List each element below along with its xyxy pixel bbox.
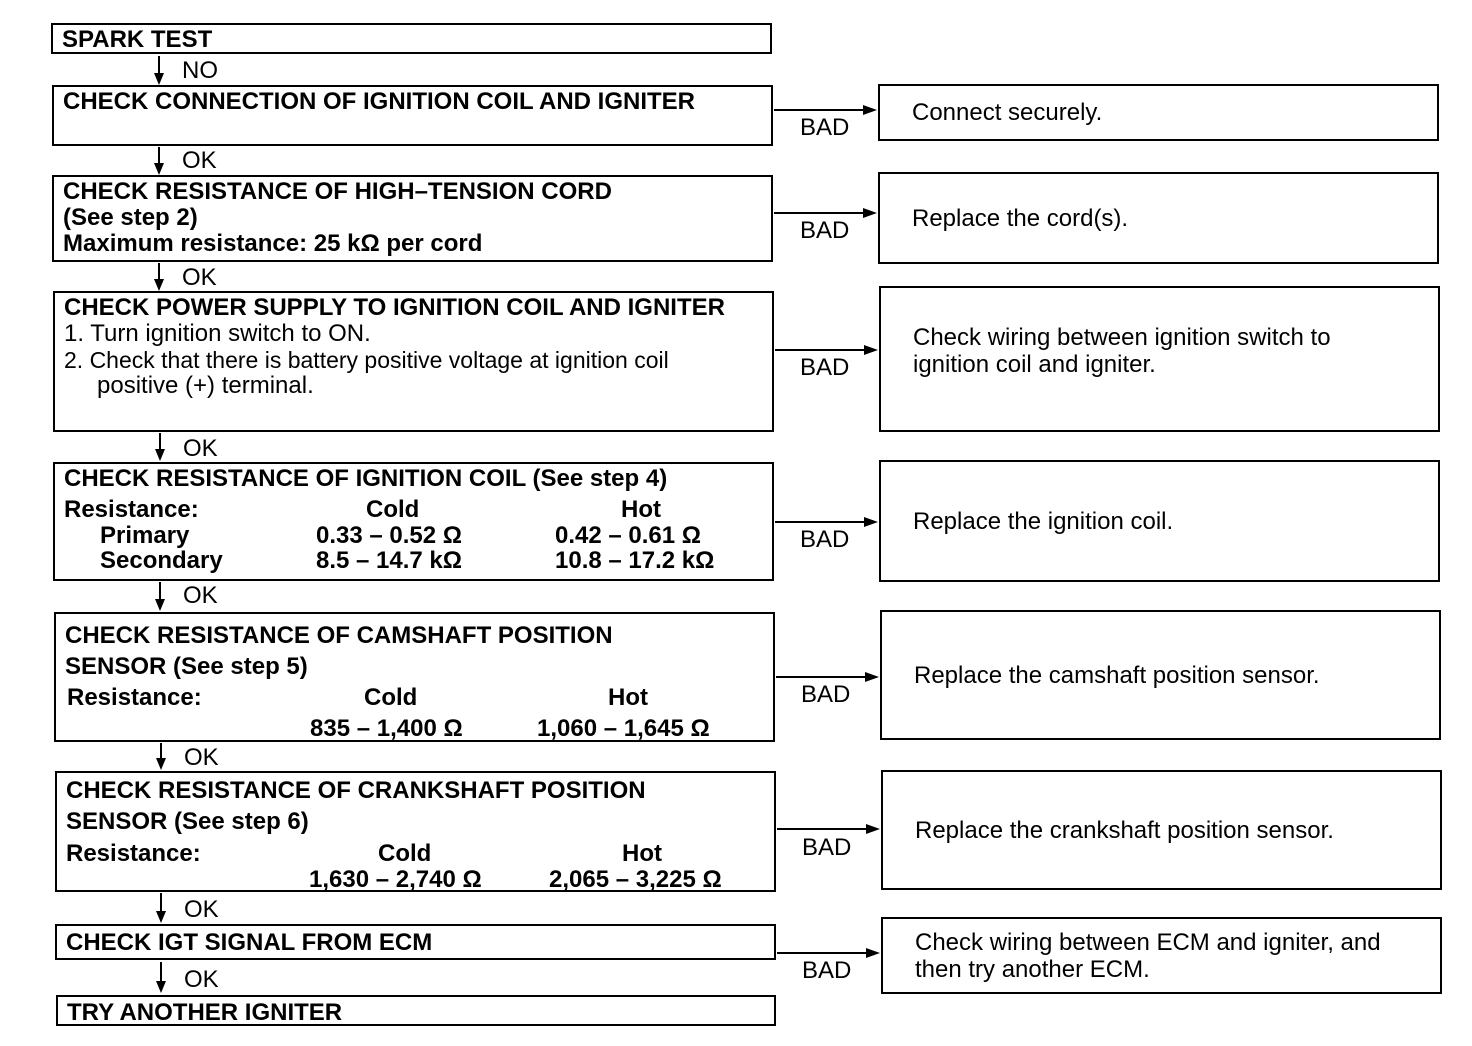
flow-label-ok: OK — [182, 147, 217, 174]
cold-value: 835 – 1,400 Ω — [310, 715, 463, 742]
action-text: Check wiring between ECM and igniter, and then try another ECM. — [915, 928, 1381, 983]
secondary-label: Secondary — [100, 547, 223, 574]
step-title: CHECK RESISTANCE OF CRANKSHAFT POSITION — [66, 777, 646, 804]
hot-value: 2,065 – 3,225 Ω — [549, 866, 722, 893]
step-check-crankshaft — [55, 771, 776, 892]
arrow-right-icon — [865, 672, 879, 682]
step-title: CHECK POWER SUPPLY TO IGNITION COIL AND IGNITER — [64, 294, 725, 321]
arrow-down-icon — [155, 449, 165, 461]
action-replace-cord — [878, 172, 1439, 264]
flow-label-bad: BAD — [800, 217, 850, 244]
flow-label-ok: OK — [184, 896, 219, 923]
flow-label-bad: BAD — [802, 957, 852, 984]
connector-line — [160, 893, 162, 912]
action-text: Replace the crankshaft position sensor. — [915, 816, 1334, 844]
instruction-1: 1. Turn ignition switch to ON. — [64, 320, 371, 347]
resistance-label: Resistance: — [64, 496, 199, 523]
action-text: Replace the ignition coil. — [913, 507, 1174, 535]
action-replace-camshaft-sensor — [880, 610, 1441, 740]
action-text: Check wiring between ignition switch to ignition coil and igniter. — [913, 324, 1331, 378]
flow-label-no: NO — [182, 57, 218, 84]
secondary-hot: 10.8 – 17.2 kΩ — [555, 547, 715, 574]
action-replace-ignition-coil — [879, 460, 1440, 582]
bad-connector-line — [775, 349, 865, 351]
bad-connector-line — [777, 828, 867, 830]
action-replace-crankshaft-sensor — [881, 770, 1442, 890]
resistance-label: Resistance: — [67, 684, 202, 711]
step-subtitle: (See step 2) — [63, 204, 198, 231]
step-check-igt-signal — [55, 924, 776, 960]
flow-label-ok: OK — [184, 966, 219, 993]
hot-label: Hot — [622, 840, 662, 867]
flow-label-ok: OK — [184, 744, 219, 771]
cold-value: 1,630 – 2,740 Ω — [309, 866, 482, 893]
step-title: CHECK RESISTANCE OF IGNITION COIL (See step 4) — [64, 465, 668, 492]
hot-label: Hot — [608, 684, 648, 711]
flow-label-bad: BAD — [800, 526, 850, 553]
step-title: CHECK RESISTANCE OF HIGH–TENSION CORD — [63, 178, 612, 205]
step-try-another-igniter — [56, 995, 776, 1026]
arrow-down-icon — [154, 279, 164, 291]
action-connect-securely — [878, 84, 1439, 141]
flow-label-bad: BAD — [801, 681, 851, 708]
connector-line — [159, 582, 161, 600]
arrow-down-icon — [154, 163, 164, 175]
step-spark-test — [51, 23, 772, 54]
bad-connector-line — [776, 676, 866, 678]
instruction-2: 2. Check that there is battery positive voltage at ignition coil — [64, 347, 669, 373]
secondary-cold: 8.5 – 14.7 kΩ — [316, 547, 463, 574]
arrow-right-icon — [866, 824, 880, 834]
action-text: Connect securely. — [912, 99, 1103, 126]
cold-label: Cold — [364, 684, 418, 711]
primary-hot: 0.42 – 0.61 Ω — [555, 522, 702, 549]
connector-line — [158, 263, 160, 280]
resistance-label: Resistance: — [66, 840, 201, 867]
step-check-cord — [52, 175, 773, 262]
arrow-right-icon — [864, 345, 878, 355]
primary-label: Primary — [100, 522, 190, 549]
flow-label-bad: BAD — [802, 834, 852, 861]
hot-value: 1,060 – 1,645 Ω — [537, 715, 710, 742]
connector-line — [158, 147, 160, 164]
action-check-wiring-switch — [879, 286, 1440, 432]
instruction-2-cont: positive (+) terminal. — [97, 372, 314, 399]
step-check-ignition-coil — [53, 462, 774, 581]
bad-connector-line — [775, 521, 865, 523]
arrow-down-icon — [156, 758, 166, 770]
action-text: Replace the cord(s). — [912, 204, 1129, 232]
flow-label-ok: OK — [183, 435, 218, 462]
max-resistance: Maximum resistance: 25 kΩ per cord — [63, 230, 483, 257]
arrow-right-icon — [864, 517, 878, 527]
step-check-power-supply — [53, 291, 774, 432]
step-title: CHECK IGT SIGNAL FROM ECM — [66, 929, 433, 956]
step-title: CHECK CONNECTION OF IGNITION COIL AND IGNITER — [63, 88, 696, 115]
arrow-down-icon — [155, 599, 165, 611]
flow-label-bad: BAD — [800, 114, 850, 141]
step-check-camshaft — [54, 612, 775, 742]
primary-cold: 0.33 – 0.52 Ω — [316, 522, 463, 549]
step-title: CHECK RESISTANCE OF CAMSHAFT POSITION — [65, 622, 613, 649]
hot-label: Hot — [621, 496, 661, 523]
arrow-down-icon — [156, 981, 166, 993]
action-check-wiring-ecm — [881, 917, 1442, 994]
flow-label-ok: OK — [182, 264, 217, 291]
action-text: Replace the camshaft position sensor. — [914, 661, 1320, 689]
step-subtitle: SENSOR (See step 5) — [65, 653, 308, 680]
cold-label: Cold — [366, 496, 420, 523]
step-title: TRY ANOTHER IGNITER — [67, 999, 343, 1026]
bad-connector-line — [777, 952, 867, 954]
arrow-right-icon — [863, 208, 877, 218]
flow-label-bad: BAD — [800, 354, 850, 381]
step-title: SPARK TEST — [62, 26, 213, 53]
arrow-right-icon — [866, 948, 880, 958]
bad-connector-line — [774, 212, 864, 214]
step-check-connection — [52, 85, 773, 146]
step-subtitle: SENSOR (See step 6) — [66, 808, 309, 835]
connector-line — [159, 433, 161, 450]
cold-label: Cold — [378, 840, 432, 867]
connector-line — [160, 743, 162, 759]
bad-connector-line — [774, 109, 864, 111]
connector-line — [160, 962, 162, 982]
arrow-down-icon — [156, 911, 166, 923]
arrow-right-icon — [863, 105, 877, 115]
arrow-down-icon — [154, 73, 164, 85]
flow-label-ok: OK — [183, 582, 218, 609]
connector-line — [158, 56, 160, 74]
